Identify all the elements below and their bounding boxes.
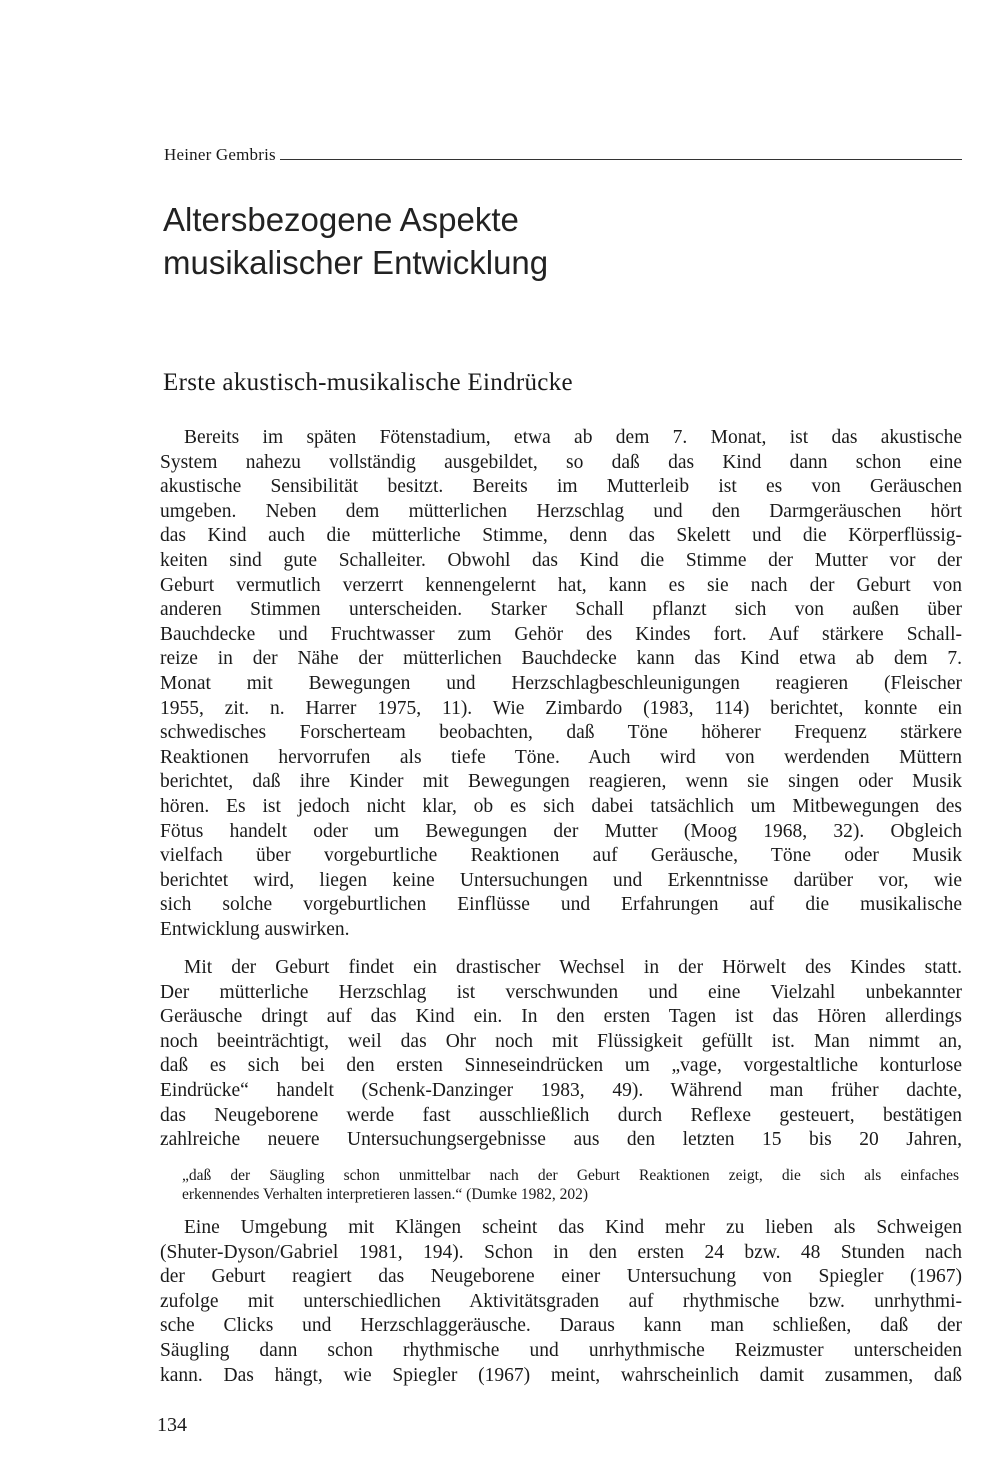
paragraph-line: Eine Umgebung mit Klängen scheint das Kind mehr zu lieben als Schweigen bbox=[184, 1217, 962, 1238]
paragraph-line: noch beeinträchtigt, weil das Ohr noch mit Flüssigkeit gefüllt ist. Man nimmt an, bbox=[160, 1030, 962, 1052]
paragraph-line: Eindrücke“ handelt (Schenk-Danzinger 1983, 49). Während man früher dachte, bbox=[160, 1079, 962, 1101]
paragraph-line: der Geburt reagiert das Neugeborene einer Untersuchung von Spiegler (1967) bbox=[160, 1266, 962, 1288]
paragraph-2 bbox=[160, 956, 962, 1153]
paragraph-line: reize in der Nähe der mütterlichen Bauchdecke kann das Kind etwa ab dem 7. bbox=[160, 648, 962, 670]
paragraph-line: Bereits im späten Fötenstadium, etwa ab dem 7. Monat, ist das akustische bbox=[184, 427, 962, 448]
block-quote bbox=[182, 1166, 959, 1204]
paragraph-line: sche Clicks und Herzschlaggeräusche. Daraus kann man schließen, daß der bbox=[160, 1315, 962, 1337]
paragraph-line: berichtet wird, liegen keine Untersuchungen und Erkenntnisse darüber vor, wie bbox=[160, 869, 962, 891]
paragraph-line: akustische Sensibilität besitzt. Bereits im Mutterleib ist es von Geräuschen bbox=[160, 476, 962, 498]
paragraph-line: daß es sich bei den ersten Sinneseindrücken um „vage, vorgestaltliche konturlose bbox=[160, 1055, 962, 1077]
paragraph-line: keiten sind gute Schalleiter. Obwohl das Kind die Stimme der Mutter vor der bbox=[160, 549, 962, 571]
running-head-rule bbox=[280, 159, 962, 160]
paragraph-line: Der mütterliche Herzschlag ist verschwunden und eine Vielzahl unbekannter bbox=[160, 981, 962, 1003]
paragraph-line: (Shuter-Dyson/Gabriel 1981, 194). Schon in den ersten 24 bzw. 48 Stunden nach bbox=[160, 1241, 962, 1263]
paragraph-line: Mit der Geburt findet ein drastischer Wechsel in der Hörwelt des Kindes statt. bbox=[184, 957, 962, 978]
chapter-title-line-2: musikalischer Entwicklung bbox=[163, 244, 549, 281]
paragraph-line: das Kind auch die mütterliche Stimme, denn das Skelett und die Körperflüssig- bbox=[160, 525, 962, 547]
paragraph-line: Bauchdecke und Fruchtwasser zum Gehör des Kindes fort. Auf stärkere Schall- bbox=[160, 623, 962, 645]
paragraph-1 bbox=[160, 426, 962, 942]
paragraph-line: Monat mit Bewegungen und Herzschlagbeschleunigungen reagieren (Fleischer bbox=[160, 672, 962, 694]
page-number: 134 bbox=[157, 1414, 187, 1436]
quote-line: erkennendes Verhalten interpretieren lassen.“ (Dumke 1982, 202) bbox=[182, 1186, 589, 1203]
paragraph-line: Geburt vermutlich verzerrt kennengelernt hat, kann es sie nach der Geburt von bbox=[160, 574, 962, 596]
paragraph-line: zahlreiche neuere Untersuchungsergebnisse aus den letzten 15 bis 20 Jahren, bbox=[160, 1129, 962, 1151]
paragraph-line: System nahezu vollständig ausgebildet, so daß das Kind dann schon eine bbox=[160, 451, 962, 473]
quote-line: „daß der Säugling schon unmittelbar nach der Geburt Reaktionen zeigt, die sich als einfaches bbox=[182, 1167, 959, 1184]
paragraph-line: Entwicklung auswirken. bbox=[160, 918, 350, 940]
chapter-title bbox=[163, 198, 963, 284]
paragraph-line: umgeben. Neben dem mütterlichen Herzschlag und den Darmgeräuschen hört bbox=[160, 500, 962, 522]
running-head-author: Heiner Gembris bbox=[164, 145, 276, 164]
paragraph-line: sich solche vorgeburtlichen Einflüsse und Erfahrungen auf die musikalische bbox=[160, 894, 962, 916]
paragraph-line: berichtet, daß ihre Kinder mit Bewegungen reagieren, wenn sie singen oder Musik bbox=[160, 771, 962, 793]
paragraph-line: schwedisches Forscherteam beobachten, daß Töne höherer Frequenz stärkere bbox=[160, 722, 962, 744]
paragraph-line: Säugling dann schon rhythmische und unrhythmische Reizmuster unterscheiden bbox=[160, 1339, 962, 1361]
paragraph-3 bbox=[160, 1216, 962, 1388]
running-head bbox=[164, 146, 962, 163]
chapter-title-line-1: Altersbezogene Aspekte bbox=[163, 201, 519, 238]
paragraph-line: kann. Das hängt, wie Spiegler (1967) meint, wahrscheinlich damit zusammen, daß bbox=[160, 1364, 962, 1386]
paragraph-line: hören. Es ist jedoch nicht klar, ob es sich dabei tatsächlich um Mitbewegungen des bbox=[160, 795, 962, 817]
paragraph-line: anderen Stimmen unterscheiden. Starker Schall pflanzt sich von außen über bbox=[160, 599, 962, 621]
paragraph-line: Fötus handelt oder um Bewegungen der Mutter (Moog 1968, 32). Obgleich bbox=[160, 820, 962, 842]
paragraph-line: Reaktionen hervorrufen als tiefe Töne. Auch wird von werdenden Müttern bbox=[160, 746, 962, 768]
section-heading: Erste akustisch-musikalische Eindrücke bbox=[163, 369, 573, 396]
paragraph-line: zufolge mit unterschiedlichen Aktivitätsgraden auf rhythmische bzw. unrhythmi- bbox=[160, 1290, 962, 1312]
paragraph-line: Geräusche dringt auf das Kind ein. In den ersten Tagen ist das Hören allerdings bbox=[160, 1006, 962, 1028]
paragraph-line: 1955, zit. n. Harrer 1975, 11). Wie Zimbardo (1983, 114) berichtet, konnte ein bbox=[160, 697, 962, 719]
paragraph-line: vielfach über vorgeburtliche Reaktionen auf Geräusche, Töne oder Musik bbox=[160, 845, 962, 867]
paragraph-line: das Neugeborene werde fast ausschließlich durch Reflexe gesteuert, bestätigen bbox=[160, 1104, 962, 1126]
